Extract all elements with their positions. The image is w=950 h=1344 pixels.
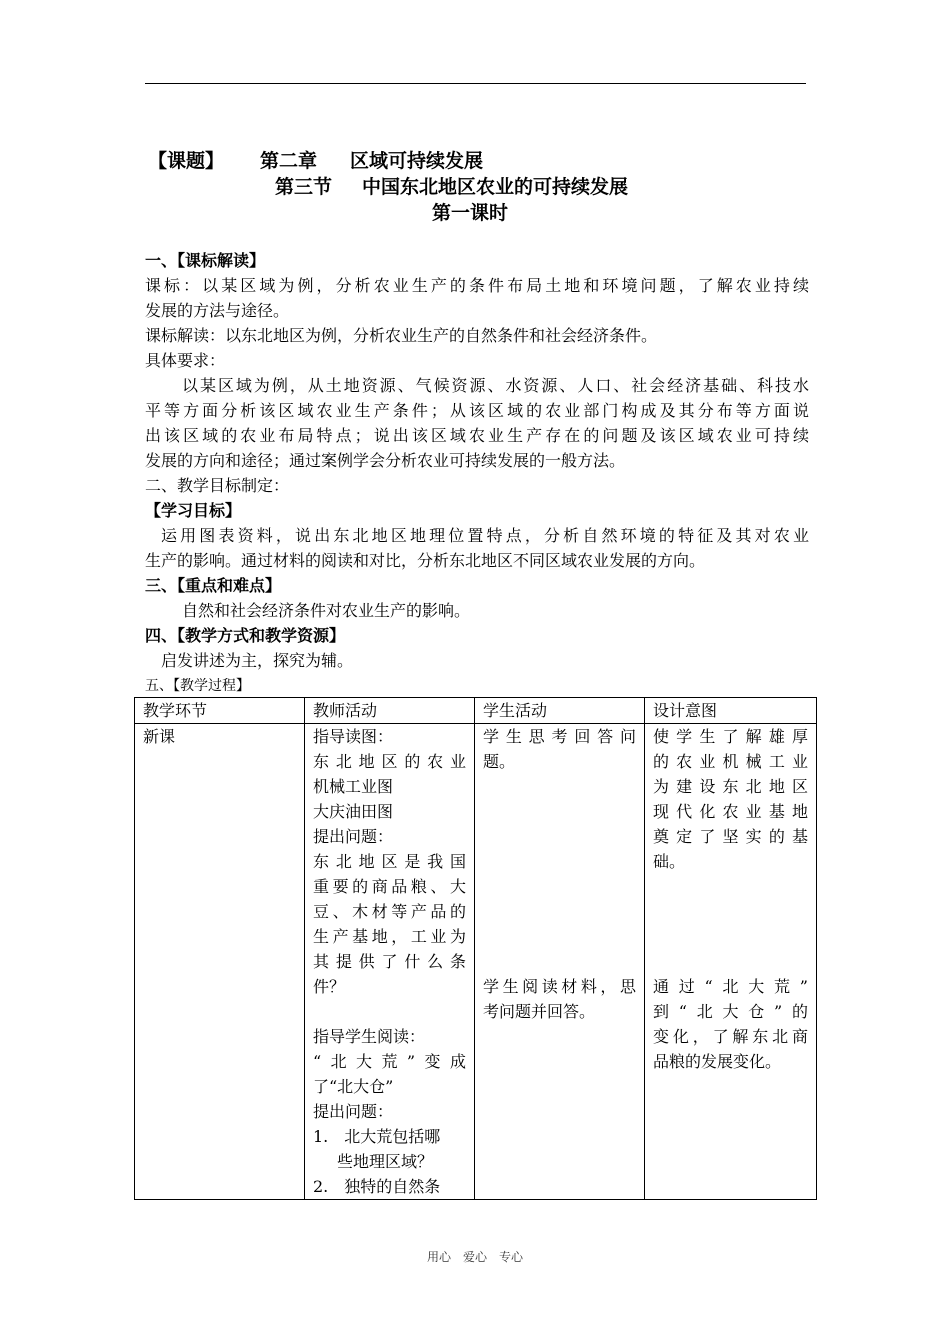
cell-line: “北大荒”变成 <box>313 1052 466 1071</box>
header-rule <box>145 83 806 84</box>
page-footer: 用心 爱心 专心 <box>426 1250 523 1264</box>
section-key-points <box>145 573 809 623</box>
cell-line: 的农业机械工业 <box>653 752 808 771</box>
paragraph-line: 平等方面分析该区域农业生产条件；从该区域的农业部门构成及其分布等方面说 <box>145 401 809 420</box>
column-header: 教师活动 <box>305 698 475 724</box>
student-cell <box>475 724 645 1200</box>
cell-line: 学生阅读材料，思 <box>483 977 636 996</box>
stage-cell <box>135 724 305 1200</box>
cell-line: 学生思考回答问 <box>483 727 636 746</box>
section-heading: 三、【重点和难点】 <box>145 576 282 595</box>
section-standards <box>145 248 809 473</box>
stage-text: 新课 <box>143 727 176 746</box>
cell-line: 现代化农业基地 <box>653 802 808 821</box>
section-heading: 一、【课标解读】 <box>145 251 266 270</box>
paragraph-line: 具体要求： <box>145 351 226 370</box>
cell-line: 使学生了解雄厚 <box>653 727 808 746</box>
chapter-label: 第二章 <box>260 150 318 172</box>
chapter-title: 区域可持续发展 <box>350 150 484 172</box>
cell-line: 东北地区是我国 <box>313 852 466 871</box>
list-item: 2. 独特的自然条 <box>313 1177 441 1196</box>
paragraph-line: 启发讲述为主，探究为辅。 <box>161 651 354 670</box>
cell-line: 奠定了坚实的基 <box>653 827 808 846</box>
cell-line: 到“北大仓”的 <box>653 1002 808 1021</box>
cell-line: 考问题并回答。 <box>483 1002 596 1021</box>
list-item: 1. 北大荒包括哪 <box>313 1127 441 1146</box>
cell-line: 东北地区的农业 <box>313 752 466 771</box>
cell-line: 题。 <box>483 752 516 771</box>
list-item: 些地理区域？ <box>337 1152 434 1171</box>
column-header: 学生活动 <box>475 698 645 724</box>
paragraph-line: 生产的影响。通过材料的阅读和对比，分析东北地区不同区域农业发展的方向。 <box>145 551 706 570</box>
table-header-row <box>135 698 817 724</box>
cell-line: 件？ <box>313 977 346 996</box>
cell-line: 豆、木材等产品的 <box>313 902 466 921</box>
section-label: 第三节 <box>275 176 333 198</box>
section-heading: 五、【教学过程】 <box>145 678 250 694</box>
section-process <box>145 675 809 697</box>
paragraph-line: 以某区域为例，从土地资源、气候资源、水资源、人口、社会经济基础、科技水 <box>182 376 809 395</box>
paragraph-line: 自然和社会经济条件对农业生产的影响。 <box>182 601 471 620</box>
cell-line: 机械工业图 <box>313 777 394 796</box>
cell-line: 指导读图： <box>313 727 394 746</box>
section-title: 中国东北地区农业的可持续发展 <box>362 176 629 198</box>
teaching-process-table <box>134 697 817 1200</box>
cell-line: 其提供了什么条 <box>313 952 466 971</box>
paragraph-line: 课标：以某区域为例，分析农业生产的条件布局土地和环境问题，了解农业持续 <box>145 276 809 295</box>
paragraph-line: 发展的方向和途径；通过案例学会分析农业可持续发展的一般方法。 <box>145 451 626 470</box>
intent-cell <box>645 724 817 1200</box>
cell-line: 提出问题： <box>313 1102 394 1121</box>
cell-line: 提出问题： <box>313 827 394 846</box>
cell-line: 重要的商品粮、大 <box>313 877 466 896</box>
cell-line: 生产基地，工业为 <box>313 927 466 946</box>
section-methods <box>145 623 809 673</box>
teacher-cell <box>305 724 475 1200</box>
cell-line: 变化，了解东北商 <box>653 1027 808 1046</box>
section-heading: 二、教学目标制定： <box>145 476 290 495</box>
table-row <box>135 724 817 1200</box>
paragraph-line: 发展的方法与途径。 <box>145 301 290 320</box>
cell-line: 为建设东北地区 <box>653 777 808 796</box>
column-header: 教学环节 <box>135 698 305 724</box>
paragraph-line: 课标解读：以东北地区为例，分析农业生产的自然条件和社会经济条件。 <box>145 326 658 345</box>
title-label: 【课题】 <box>148 150 225 172</box>
cell-line: 通过“北大荒” <box>653 977 808 996</box>
cell-line: 础。 <box>653 852 686 871</box>
paragraph-line: 出该区域的农业布局特点；说出该区域农业生产存在的问题及该区域农业可持续 <box>145 426 809 445</box>
paragraph-line: 运用图表资料，说出东北地区地理位置特点，分析自然环境的特征及其对农业 <box>161 526 809 545</box>
cell-line: 大庆油田图 <box>313 802 394 821</box>
lesson-title: 第一课时 <box>432 202 509 224</box>
cell-line: 了“北大仓” <box>313 1077 394 1096</box>
cell-line: 指导学生阅读： <box>313 1027 426 1046</box>
cell-line: 品粮的发展变化。 <box>653 1052 782 1071</box>
section-objectives <box>145 473 809 573</box>
section-heading: 四、【教学方式和教学资源】 <box>145 626 346 645</box>
sub-heading: 【学习目标】 <box>145 501 242 520</box>
column-header: 设计意图 <box>645 698 817 724</box>
